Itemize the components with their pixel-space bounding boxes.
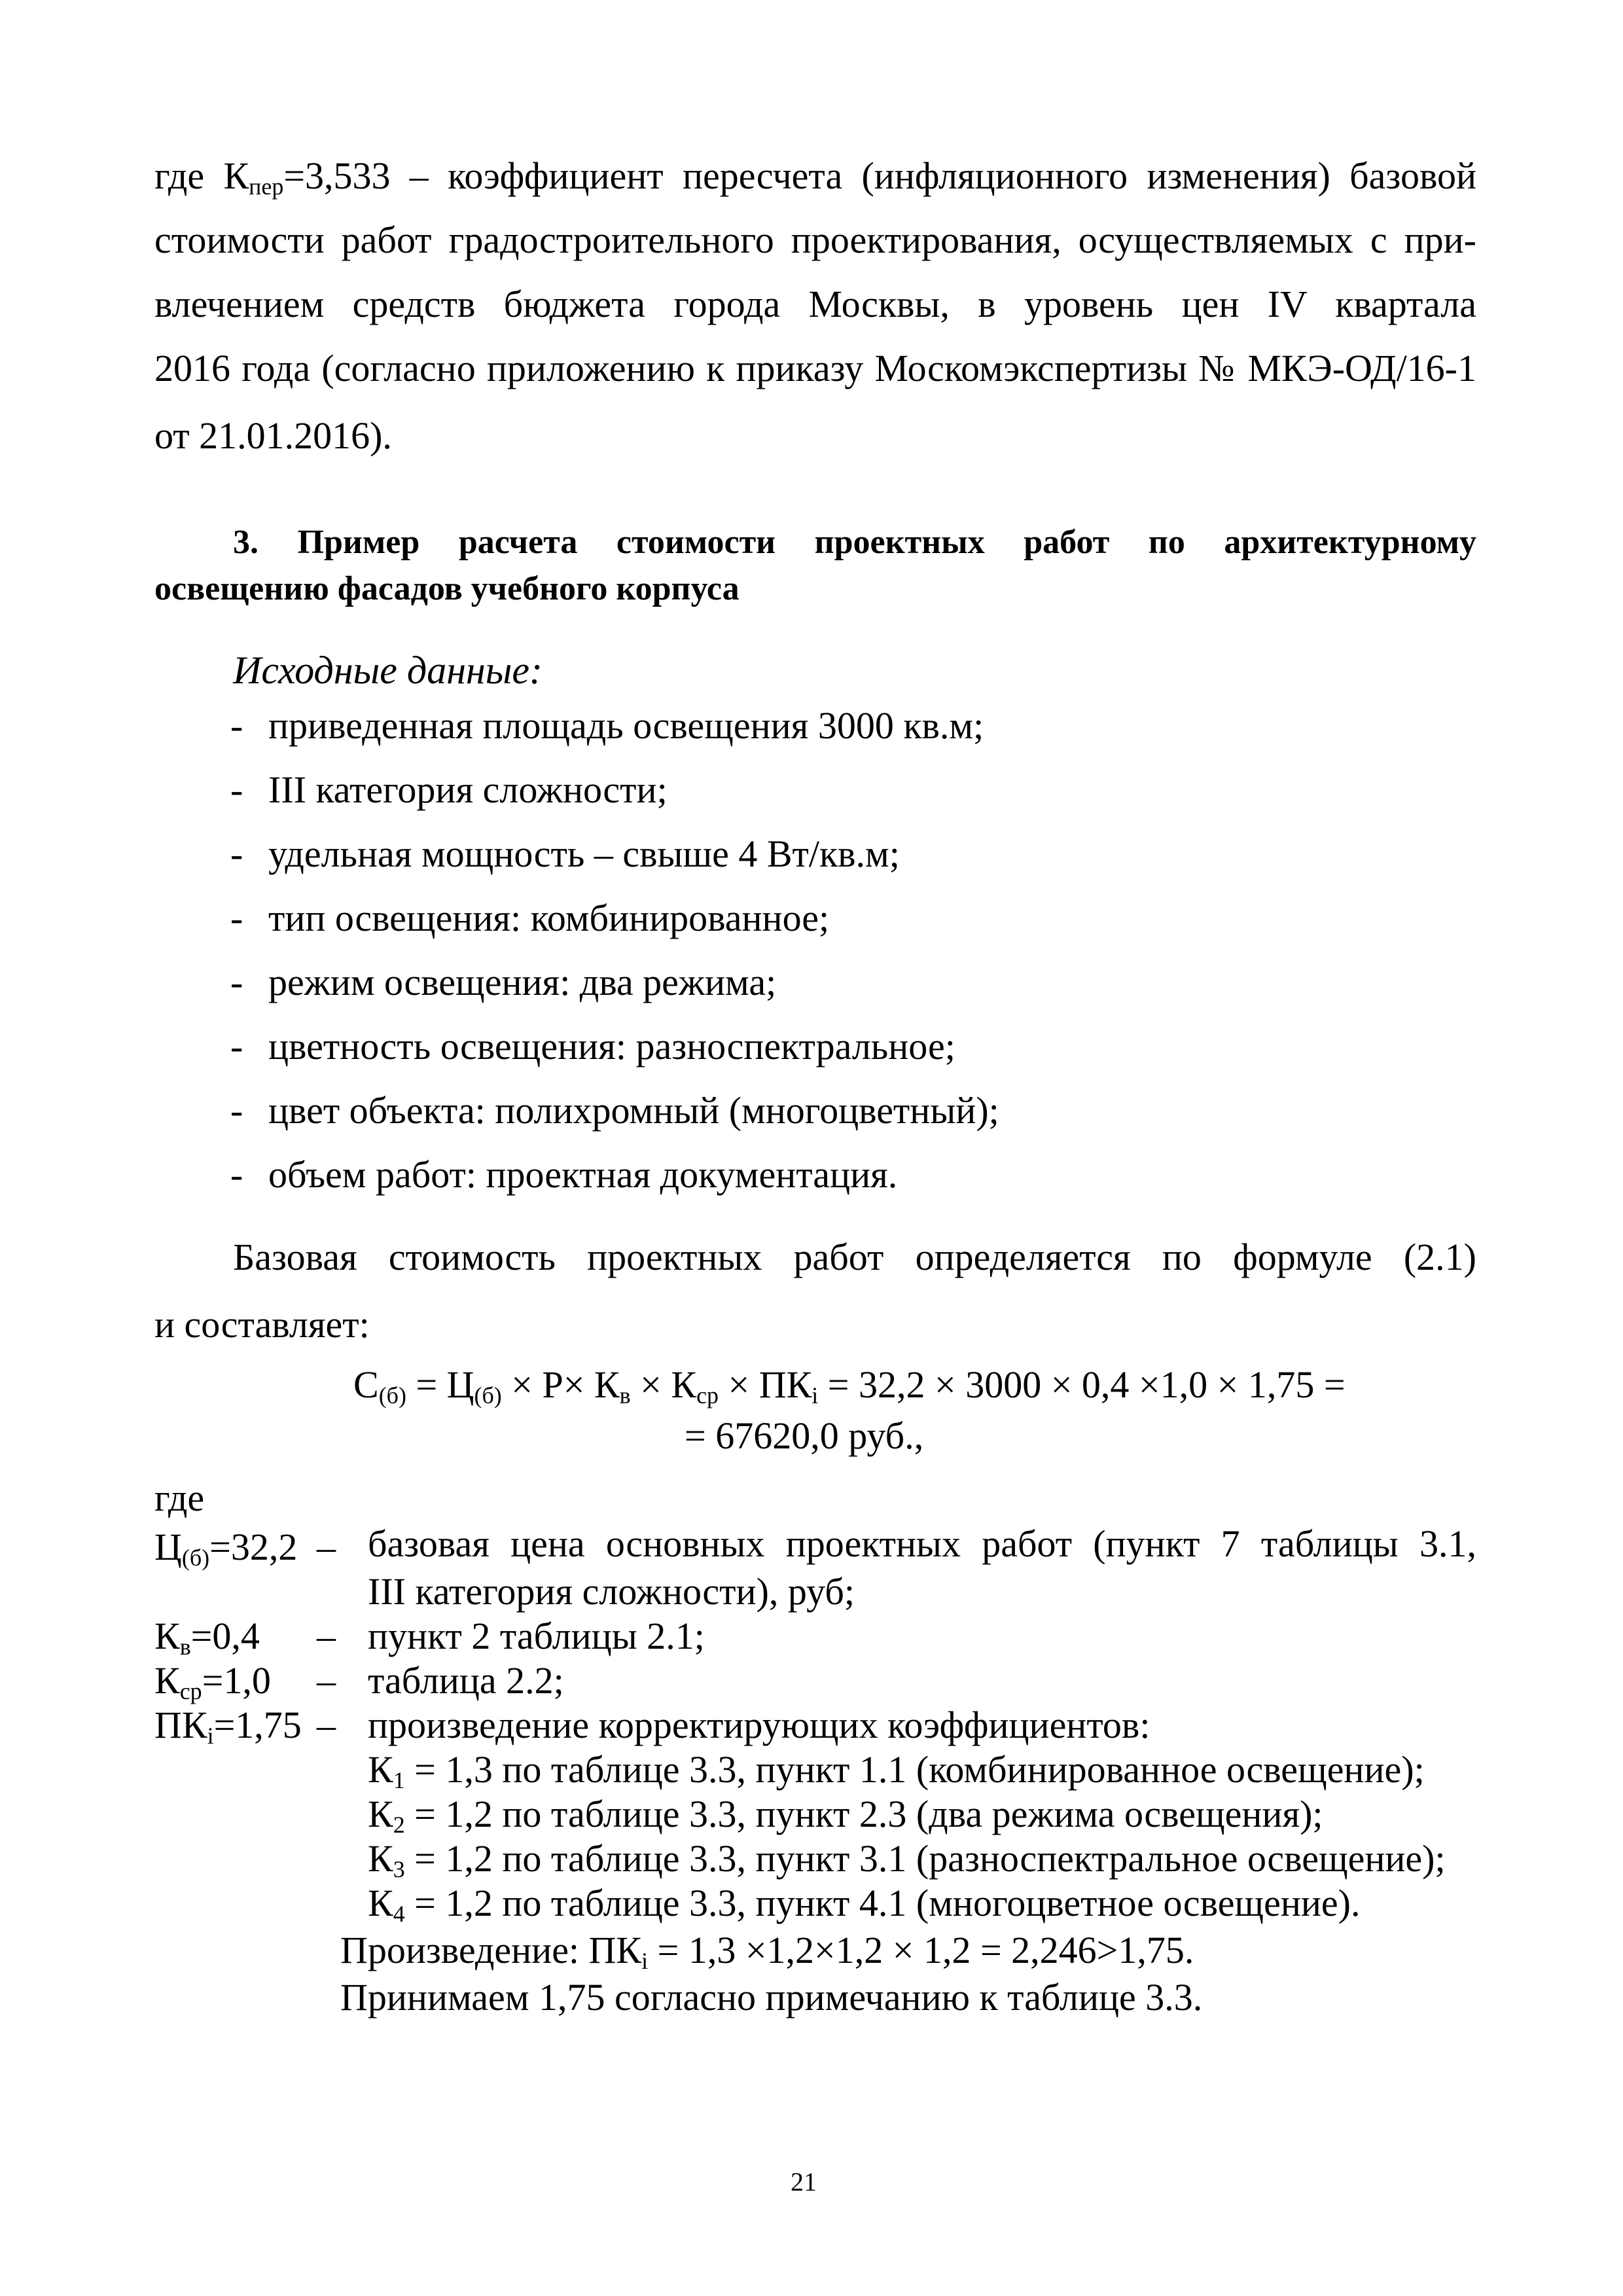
where-dash: – [317, 1615, 336, 1657]
list-item: объем работ: проектная документация. [268, 1153, 898, 1196]
section-heading-line-1: 3. Пример расчета стоимости проектных работ по архитектурному [233, 524, 1476, 561]
accept-line: Принимаем 1,75 согласно примечанию к таблице 3.3. [340, 1976, 1203, 2018]
intro-line-5: от 21.01.2016). [154, 414, 392, 457]
intro-line-2: стоимости работ градостроительного проектирования, осуществляемых с при- [154, 219, 1476, 261]
list-item: III категория сложности; [268, 768, 668, 811]
list-dash: - [230, 833, 243, 875]
source-data-label: Исходные данные: [233, 649, 543, 692]
list-item: тип освещения: комбинированное; [268, 897, 830, 939]
where-description: базовая цена основных проектных работ (пункт 7 таблицы 3.1, [368, 1522, 1476, 1565]
list-dash: - [230, 768, 243, 811]
where-dash: – [317, 1659, 336, 1702]
where-symbol: $К_в=0,4$ [154, 1615, 260, 1660]
section-heading-line-2: освещению фасадов учебного корпуса [154, 570, 740, 607]
where-symbol: $К_{ср}=1,0$ [154, 1659, 271, 1704]
intro-line-1: где $К_{пер}=3,533$ – коэффициент пересчета (инфляционного изменения) базовой [154, 154, 1476, 200]
where-description-cont: III категория сложности), руб; [368, 1570, 855, 1613]
list-dash: - [230, 704, 243, 747]
list-dash: - [230, 1025, 243, 1067]
product-line: Произведение: $ПК_i = 1,3 \times 1,2\times 1,2 \times 1,2 = 2,246>1,75$. [340, 1929, 1194, 1974]
formula-line-1: $С_{(б)} = Ц_{(б)} \times Р\times К_в \times К_{ср} \times ПК_i = 32,2 \times 3000 \times 0,4 \times 1,0 \times 1,75$ = [353, 1363, 1346, 1408]
coefficient-line: $К_1 = 1,3$ по таблице 3.3, пункт 1.1 (комбинированное освещение); [368, 1748, 1425, 1793]
coefficient-line: $К_3 = 1,2$ по таблице 3.3, пункт 3.1 (разноспектральное освещение); [368, 1837, 1446, 1882]
list-item: удельная мощность – свыше 4 Вт/кв.м; [268, 833, 900, 875]
base-cost-line-1: Базовая стоимость проектных работ определяется по формуле (2.1) [233, 1236, 1476, 1278]
formula-line-2: = 67620,0 руб., [685, 1414, 924, 1457]
where-label: где [154, 1477, 205, 1519]
list-item: приведенная площадь освещения 3000 кв.м; [268, 704, 984, 747]
intro-line-4: 2016 года (согласно приложению к приказу Москомэкспертизы № МКЭ-ОД/16-1 [154, 347, 1476, 389]
list-dash: - [230, 1153, 243, 1196]
where-dash: – [317, 1526, 336, 1568]
where-dash: – [317, 1704, 336, 1746]
intro-line-3: влечением средств бюджета города Москвы, в уровень цен IV квартала [154, 283, 1476, 325]
base-cost-line-2: и составляет: [154, 1303, 370, 1346]
list-dash: - [230, 961, 243, 1003]
where-description: пункт 2 таблицы 2.1; [368, 1615, 705, 1657]
list-dash: - [230, 897, 243, 939]
list-dash: - [230, 1089, 243, 1132]
where-description: таблица 2.2; [368, 1659, 564, 1702]
where-symbol: $Ц_{(б)}=32,2$ [154, 1526, 298, 1571]
list-item: цветность освещения: разноспектральное; [268, 1025, 955, 1067]
page-number: 21 [791, 2167, 817, 2197]
list-item: режим освещения: два режима; [268, 961, 777, 1003]
where-description: произведение корректирующих коэффициентов: [368, 1704, 1150, 1746]
coefficient-line: $К_2 = 1,2$ по таблице 3.3, пункт 2.3 (два режима освещения); [368, 1793, 1323, 1838]
coefficient-line: $К_4 = 1,2$ по таблице 3.3, пункт 4.1 (многоцветное освещение). [368, 1882, 1361, 1927]
where-symbol: $ПК_i=1,75$ [154, 1704, 302, 1749]
list-item: цвет объекта: полихромный (многоцветный); [268, 1089, 999, 1132]
